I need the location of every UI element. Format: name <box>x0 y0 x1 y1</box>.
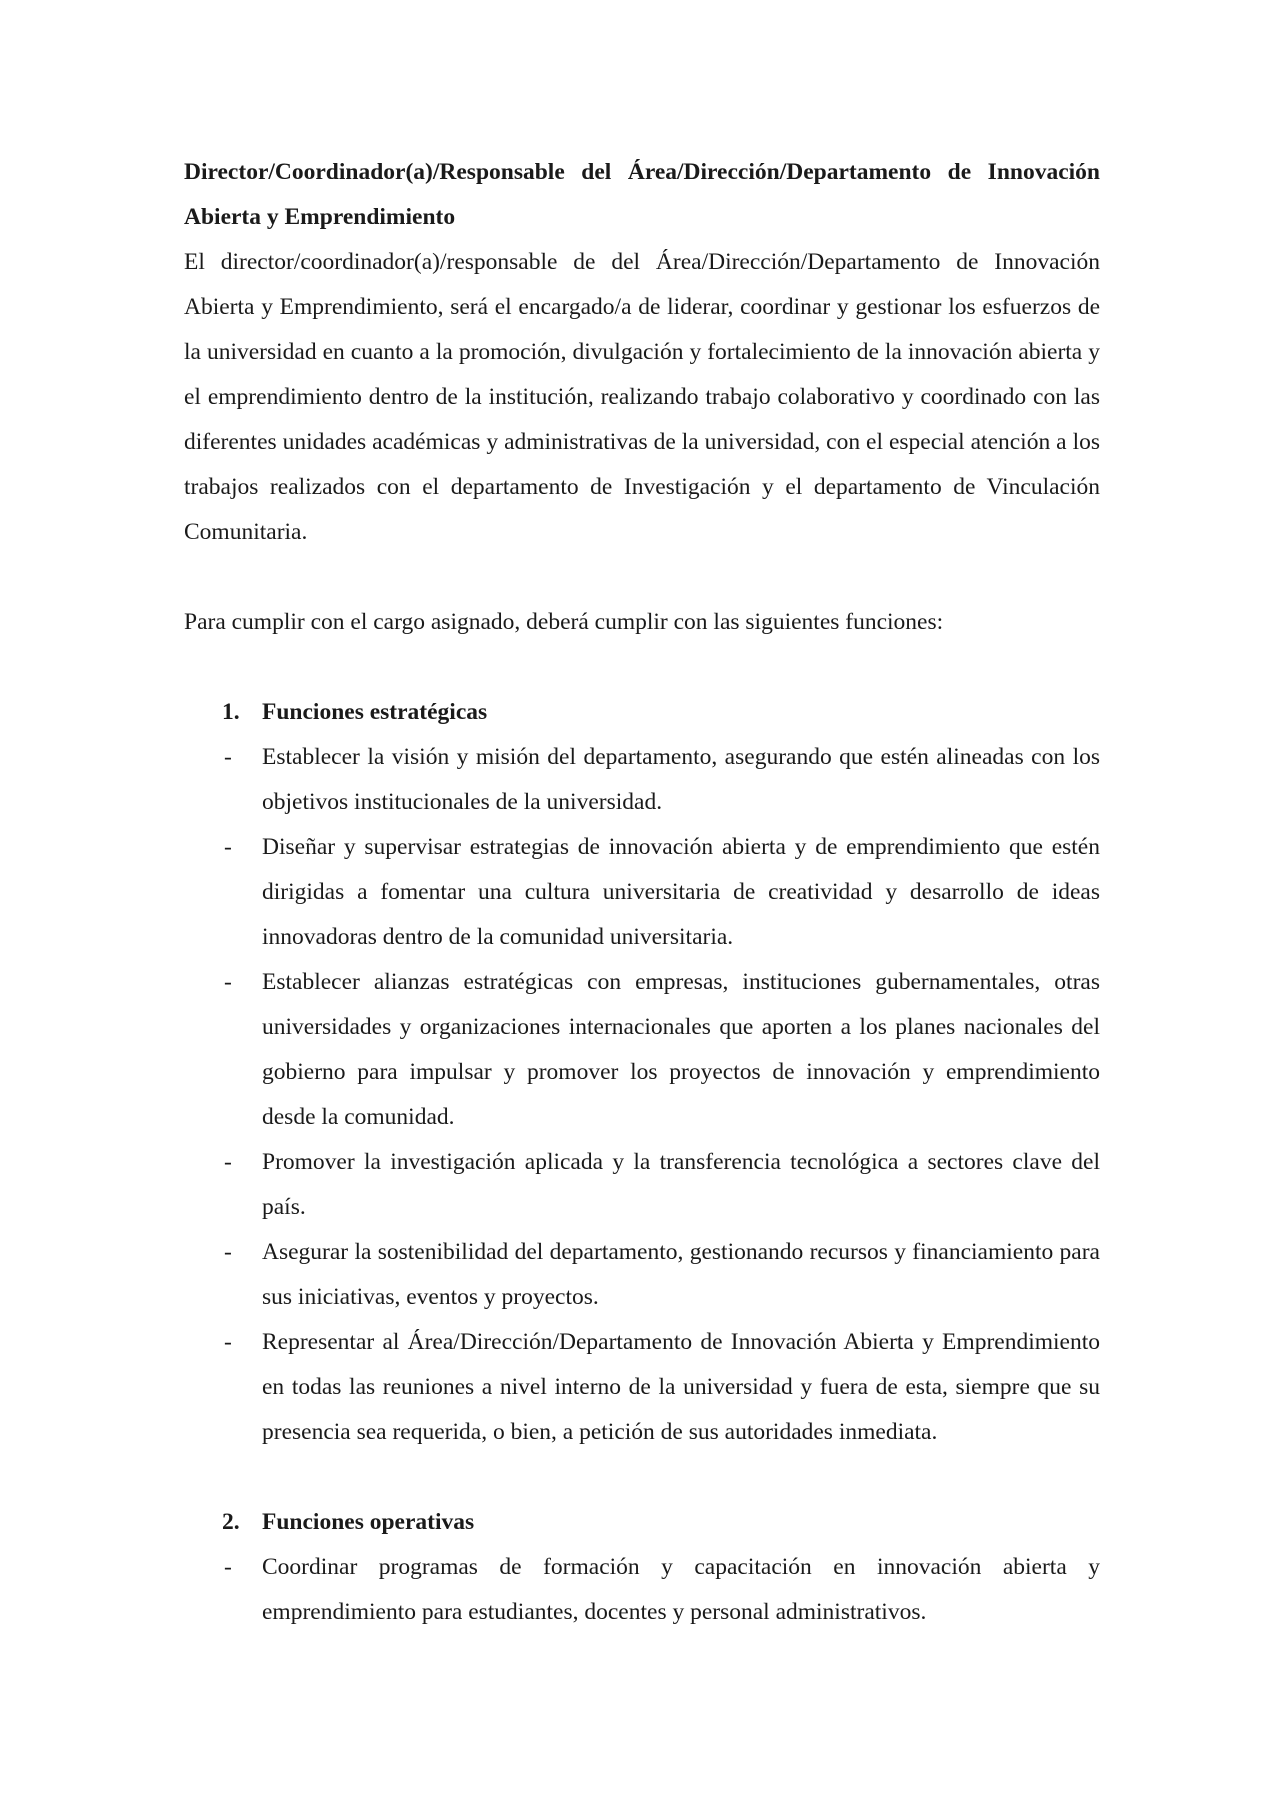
bullet-marker: - <box>224 1149 232 1175</box>
bullet-marker: - <box>224 969 232 995</box>
list-item <box>184 735 1100 825</box>
section-number: 2. <box>222 1509 240 1535</box>
spacer <box>184 1455 1100 1500</box>
section-strategic <box>184 690 1100 1455</box>
bullet-marker: - <box>224 744 232 770</box>
list-item <box>184 1140 1100 1230</box>
list-item-text: Establecer alianzas estratégicas con empresas, instituciones gubernamentales, otras universidades y organizaciones internacionales que aporten a los planes nacionales del gobierno para impulsar y promover los proyectos de innovación y emprendimiento desde la comunidad. <box>262 969 1100 1130</box>
bullet-marker: - <box>224 1554 232 1580</box>
list-item-text: Promover la investigación aplicada y la transferencia tecnológica a sectores clave del país. <box>262 1149 1100 1220</box>
section-heading <box>184 690 1100 735</box>
spacer <box>184 645 1100 690</box>
list-item <box>184 1230 1100 1320</box>
list-item-text: Diseñar y supervisar estrategias de innovación abierta y de emprendimiento que estén dirigidas a fomentar una cultura universitaria de creatividad y desarrollo de ideas innovadoras dentro de la comunidad universitaria. <box>262 834 1100 950</box>
list-item-text: Establecer la visión y misión del departamento, asegurando que estén alineadas con los objetivos institucionales de la universidad. <box>262 744 1100 815</box>
list-item <box>184 1320 1100 1455</box>
list-item-text: Representar al Área/Dirección/Departamento de Innovación Abierta y Emprendimiento en todas las reuniones a nivel interno de la universidad y fuera de esta, siempre que su presencia sea requerida, o bien, a petición de sus autoridades inmediata. <box>262 1329 1100 1445</box>
intro-paragraph: El director/coordinador(a)/responsable de del Área/Dirección/Departamento de Innovación Abierta y Emprendimiento, será el encargado/a de liderar, coordinar y gestionar los esfuerzos de la universidad en cuanto a la promoción, divulgación y fortalecimiento de la innovación abierta y el emprendimiento dentro de la institución, realizando trabajo colaborativo y coordinado con las diferentes unidades académicas y administrativas de la universidad, con el especial atención a los trabajos realizados con el departamento de Investigación y el departamento de Vinculación Comunitaria. <box>184 249 1100 545</box>
section-heading <box>184 1500 1100 1545</box>
lead-paragraph: Para cumplir con el cargo asignado, deberá cumplir con las siguientes funciones: <box>184 609 944 635</box>
bullet-marker: - <box>224 1329 232 1355</box>
list-item <box>184 960 1100 1140</box>
spacer <box>184 555 1100 600</box>
section-title: Funciones operativas <box>262 1509 475 1535</box>
section-number: 1. <box>222 699 240 725</box>
section-title: Funciones estratégicas <box>262 699 488 725</box>
bullet-marker: - <box>224 834 232 860</box>
document-title: Director/Coordinador(a)/Responsable del Área/Dirección/Departamento de Innovación Abierta y Emprendimiento <box>184 159 1100 230</box>
list-item-text: Asegurar la sostenibilidad del departamento, gestionando recursos y financiamiento para sus iniciativas, eventos y proyectos. <box>262 1239 1100 1310</box>
section-operational <box>184 1500 1100 1635</box>
bullet-marker: - <box>224 1239 232 1265</box>
list-item <box>184 1545 1100 1635</box>
list-item-text: Coordinar programas de formación y capacitación en innovación abierta y emprendimiento para estudiantes, docentes y personal administrativos. <box>262 1554 1100 1625</box>
document-page <box>184 150 1100 1635</box>
list-item <box>184 825 1100 960</box>
